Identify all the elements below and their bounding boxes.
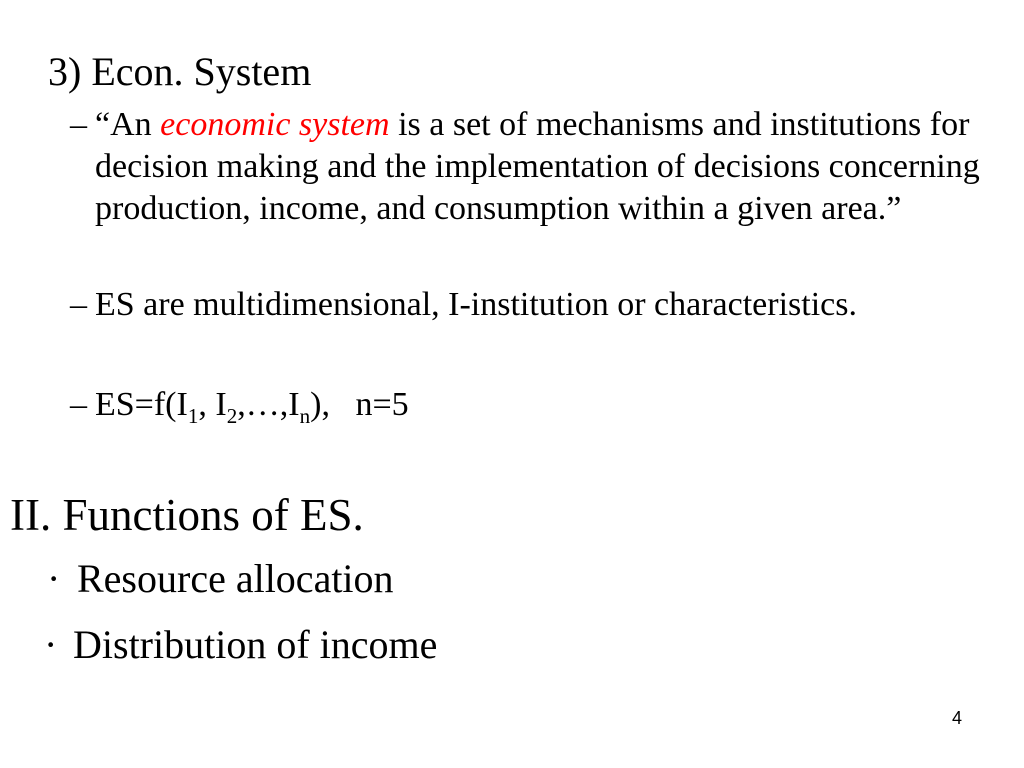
formula-suffix: ), n=5 <box>310 386 409 423</box>
section-heading: II. Functions of ES. <box>10 490 364 540</box>
definition-line-1-rest: is a set of mechanisms and institutions for <box>389 106 970 143</box>
formula-subscript-1: 1 <box>187 403 199 428</box>
formula-prefix: ES=f(I <box>95 386 188 423</box>
bullet-dot: · <box>44 622 58 667</box>
multidimensional-text: ES are multidimensional, I-institution or characteristics. <box>95 286 857 323</box>
definition-line-1 <box>95 104 969 146</box>
function-item-distribution-of-income: Distribution of income <box>73 622 438 667</box>
dash-bullet: – <box>70 386 87 423</box>
bullet-dot: · <box>47 556 61 601</box>
es-formula <box>95 384 409 426</box>
dash-bullet: – <box>70 106 87 143</box>
definition-line-3: production, income, and consumption within a given area.” <box>95 190 902 227</box>
formula-subscript-2: 2 <box>226 403 238 428</box>
formula-subscript-n: n <box>299 403 311 428</box>
function-item-resource-allocation: Resource allocation <box>77 556 394 601</box>
economic-system-term: economic system <box>160 106 390 143</box>
definition-quote-open: “An <box>95 106 161 143</box>
page-number: 4 <box>952 708 963 728</box>
formula-separator-2: ,…,I <box>237 386 300 423</box>
definition-line-2: decision making and the implementation of decisions concerning <box>95 148 980 185</box>
subsection-heading: 3) Econ. System <box>48 49 312 94</box>
formula-separator-1: , I <box>198 386 227 423</box>
dash-bullet: – <box>70 286 87 323</box>
